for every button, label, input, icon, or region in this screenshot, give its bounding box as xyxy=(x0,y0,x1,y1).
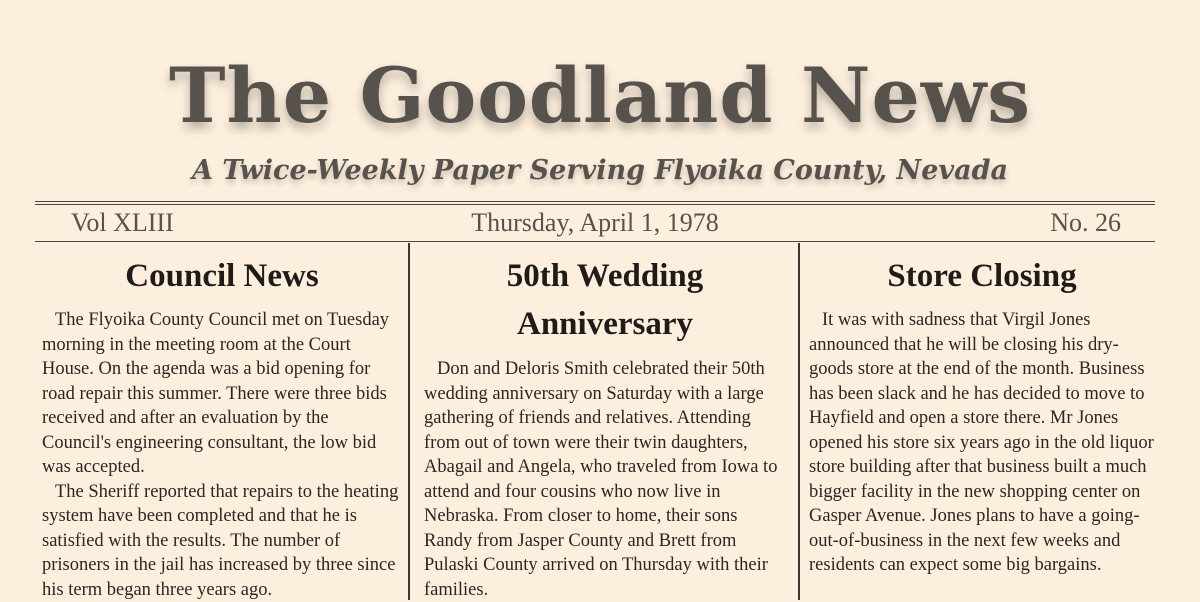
article-paragraph: The Sheriff reported that repairs to the heating system have been completed and that he is satisfied with the results. The number of prisoners in the jail has increased by three since his term began three years ago. xyxy=(42,480,402,602)
article-body xyxy=(42,308,402,602)
bottom-rule xyxy=(35,241,1155,242)
issue-volume: Vol XLIII xyxy=(71,206,174,240)
article-headline: 50th Wedding Anniversary xyxy=(424,252,786,348)
article-body xyxy=(809,308,1155,578)
top-rule xyxy=(35,201,1155,202)
issue-info-bar xyxy=(35,206,1155,240)
article-council-news xyxy=(42,252,402,602)
article-wedding-anniversary xyxy=(424,252,786,602)
issue-date: Thursday, April 1, 1978 xyxy=(35,206,1155,240)
article-headline: Store Closing xyxy=(809,252,1155,300)
article-paragraph: Don and Deloris Smith celebrated their 50th wedding anniversary on Saturday with a large gathering of friends and relatives. Attending from out of town were their twin daughters, Abagail and Angela, who traveled from Iowa to attend and four cousins who now live in Nebraska. From closer to home, their sons Randy from Jasper County and Brett from Pulaski County arrived on Thursday with their families. xyxy=(424,357,786,602)
top-rule-double xyxy=(35,204,1155,205)
article-store-closing xyxy=(809,252,1155,578)
issue-number: No. 26 xyxy=(1050,206,1121,240)
newspaper-tagline: A Twice-Weekly Paper Serving Flyoika County, Nevada xyxy=(0,151,1200,191)
article-paragraph: The Flyoika County Council met on Tuesday morning in the meeting room at the Court House. On the agenda was a bid opening for road repair this summer. There were three bids received and after an evaluation by the Council's engineering consultant, the low bid was accepted. xyxy=(42,308,402,480)
article-body xyxy=(424,357,786,602)
article-headline: Council News xyxy=(42,252,402,300)
column-divider xyxy=(798,243,800,600)
article-paragraph: It was with sadness that Virgil Jones announced that he will be closing his dry-goods store at the end of the month. Business has been slack and he has decided to move to Hayfield and open a store there. Mr Jones opened his store six years ago in the old liquor store building after that business built a much bigger facility in the new shopping center on Gasper Avenue. Jones plans to have a going-out-of-business in the next few weeks and residents can expect some big bargains. xyxy=(809,308,1155,578)
newspaper-title: The Goodland News xyxy=(0,48,1200,144)
column-divider xyxy=(408,243,410,600)
